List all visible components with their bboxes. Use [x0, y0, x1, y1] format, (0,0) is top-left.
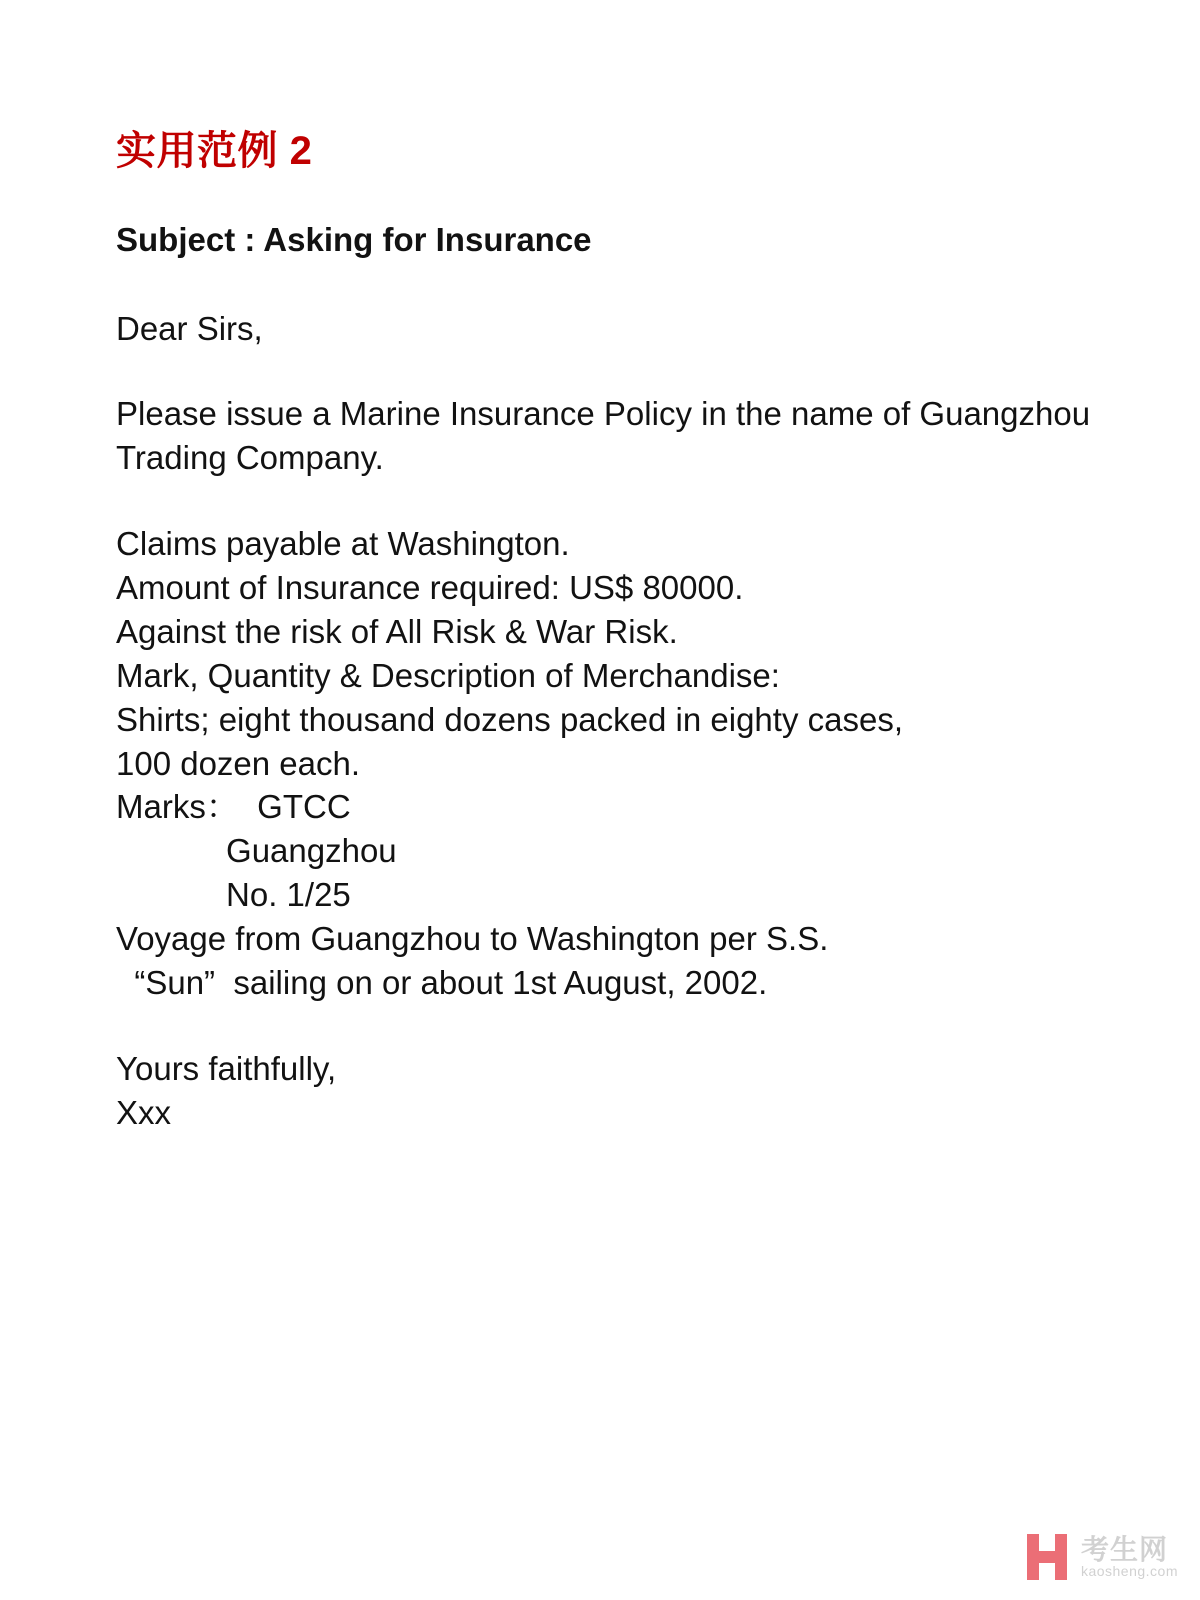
detail-line: Shirts; eight thousand dozens packed in eighty cases,: [116, 700, 903, 738]
detail-lines: [116, 522, 1136, 1005]
detail-line: “Sun” sailing on or about 1st August, 2002.: [116, 963, 768, 1001]
closing-block: [116, 1047, 1136, 1135]
document-content: [116, 128, 1136, 1135]
body-paragraph: Please issue a Marine Insurance Policy in the name of Guangzhou Trading Company.: [116, 395, 1091, 477]
subject-line: Subject : Asking for Insurance: [116, 221, 592, 258]
detail-line: Mark, Quantity & Description of Merchandise:: [116, 656, 780, 694]
signature-line: Xxx: [116, 1093, 172, 1131]
brand-logo-icon: [1025, 1534, 1071, 1580]
watermark: [1025, 1534, 1178, 1580]
detail-line: Voyage from Guangzhou to Washington per S.S.: [116, 920, 829, 958]
detail-line: Amount of Insurance required: US$ 80000.: [116, 569, 744, 607]
detail-line: Claims payable at Washington.: [116, 525, 570, 563]
detail-line: 100 dozen each.: [116, 744, 361, 782]
salutation: Dear Sirs,: [116, 309, 263, 347]
closing-line: Yours faithfully,: [116, 1049, 337, 1087]
watermark-brand: 考生网: [1080, 1533, 1168, 1565]
page-title: 实用范例 2: [116, 129, 313, 173]
watermark-url: kaosheng.com: [1080, 1563, 1178, 1580]
detail-line: No. 1/25: [116, 876, 351, 914]
watermark-text: [1081, 1535, 1178, 1579]
detail-line: Guangzhou: [116, 832, 397, 870]
detail-line: Marks： GTCC: [116, 788, 351, 826]
detail-line: Against the risk of All Risk & War Risk.: [116, 612, 678, 650]
